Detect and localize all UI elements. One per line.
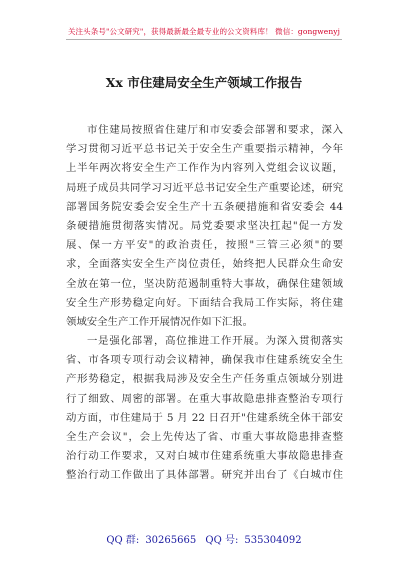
qq-number: 535304092	[244, 535, 302, 546]
body-line: 条硬措施贯彻落实情况。局党委要求坚决扛起"促一方发	[66, 219, 343, 232]
body-line: 部署国务院安委会安全生产十五条硬措施和省安委会 44	[66, 200, 343, 213]
body-line: 上半年两次将安全生产工作作为内容列入党组会议议题，	[66, 162, 343, 175]
body-line: 治行动工作要求，又对白城市住建系统重大事故隐患排查	[66, 450, 343, 463]
body-line: 领域安全生产工作开展情况作如下汇报。	[66, 315, 254, 328]
document-body	[66, 121, 343, 486]
header-divider	[66, 39, 342, 40]
body-line: 整治行动工作做出了具体部署。研究并出台了《白城市住	[66, 469, 343, 482]
qq-group-label: QQ 群:	[106, 535, 140, 546]
qq-group-number: 30265665	[145, 535, 197, 546]
footer-contact	[0, 531, 408, 546]
body-line: 全生产会议"，会上先传达了省、市重大事故隐患排查整	[66, 431, 343, 443]
body-line: 市住建局按照省住建厅和市安委会部署和要求，深入	[87, 124, 343, 136]
document-title: Xx 市住建局安全生产领域工作报告	[105, 75, 303, 90]
body-line: 安全生产形势稳定向好。下面结合我局工作实际，将住建	[66, 296, 343, 309]
body-line: 局班子成员共同学习习近平总书记安全生产重要论述，研究	[66, 181, 343, 194]
body-line: 学习贯彻习近平总书记关于安全生产重要指示精神，今年	[66, 143, 343, 156]
body-line: 省、市各项专项行动会议精神，确保我市住建系统安全生	[66, 354, 343, 367]
body-line: 行了细致、周密的部署。在重大事故隐患排查整治专项行	[66, 392, 343, 405]
qq-label: QQ 号:	[205, 535, 239, 546]
header-promo-text: 关注头条号"公文研究"，获得最新最全最专业的公文资料库！ 微信：gongwenyj	[67, 27, 341, 36]
body-line: 动方面，市住建局于 5 月 22 日召开"住建系统全体干部安	[66, 411, 343, 424]
body-line: 产形势稳定，根据我局涉及安全生产任务重点领域分别进	[66, 373, 343, 386]
body-line: 一是强化部署，高位推进工作开展。为深入贯彻落实	[87, 335, 343, 348]
body-line: 求，全面落实安全生产岗位责任，始终把人民群众生命安	[66, 258, 343, 271]
body-line: 展、保一方平安"的政治责任，按照"三管三必须"的要	[66, 239, 343, 252]
body-line: 全放在第一位，坚决防范遏制重特大事故，确保住建领域	[66, 277, 343, 290]
